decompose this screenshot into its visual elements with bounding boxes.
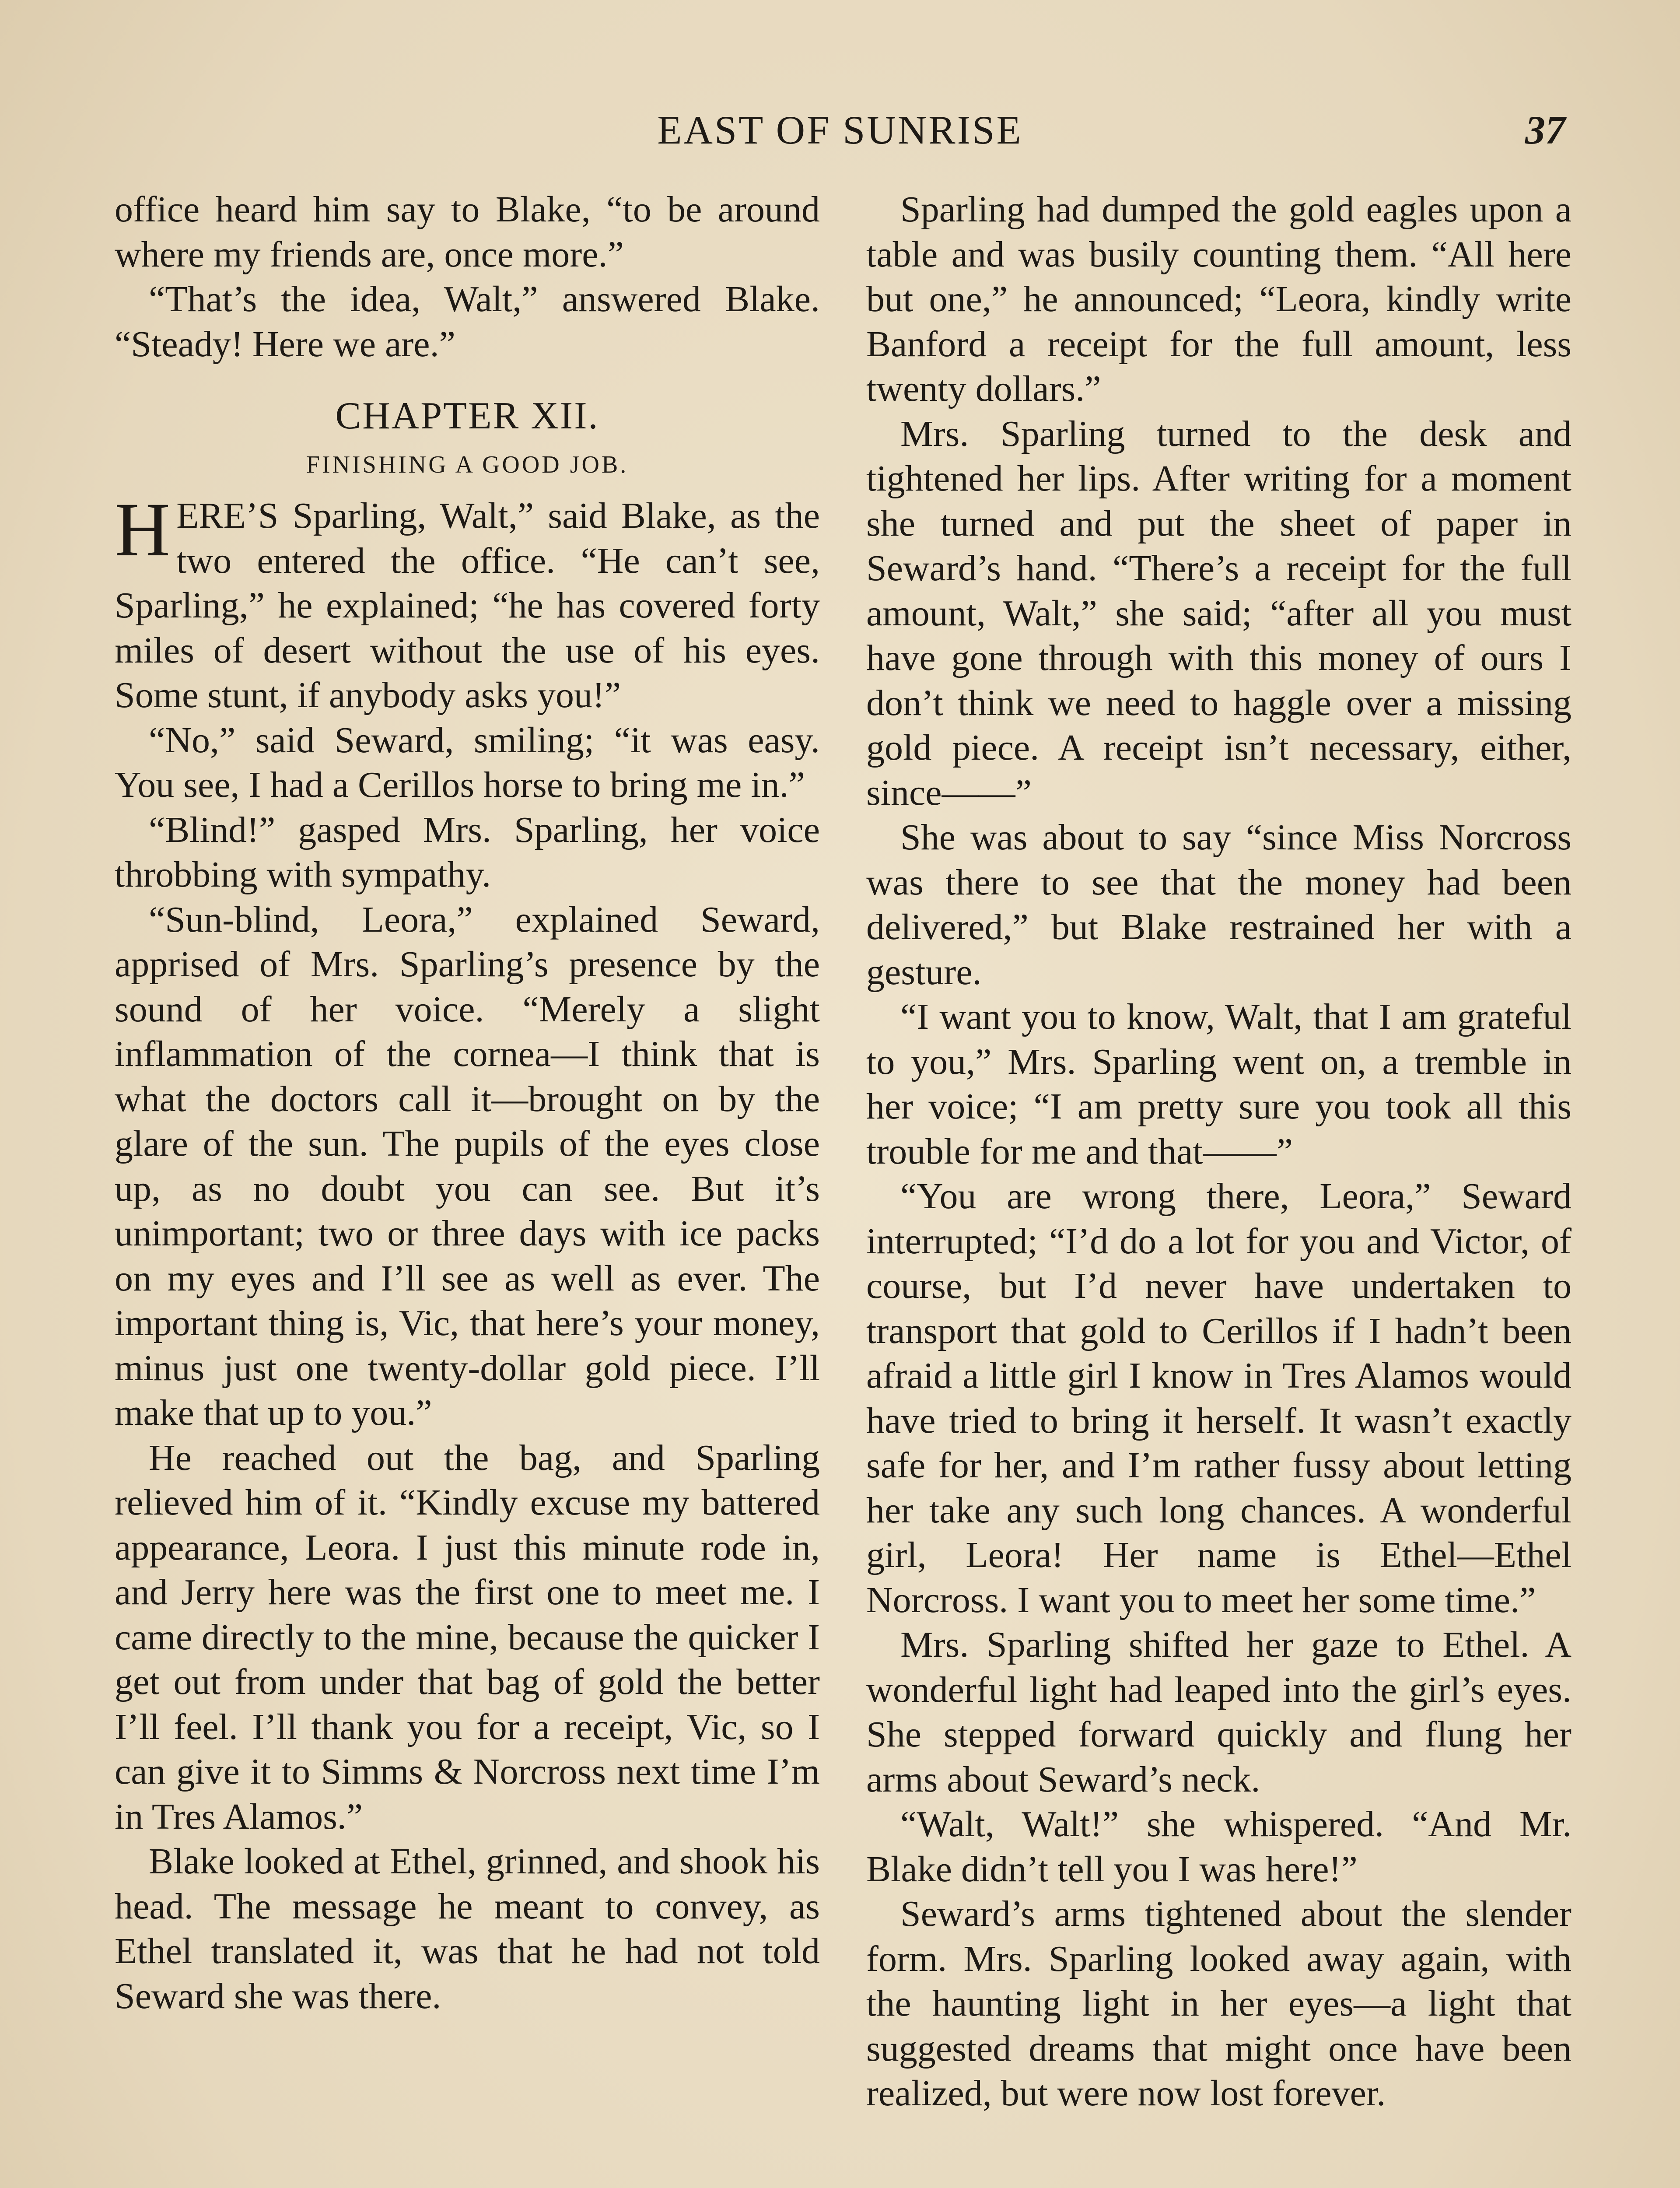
paragraph: Blake looked at Ethel, grinned, and shook his head. The message he meant to convey, as Ethel translated it, was that he had not told Seward she was there.	[115, 1841, 820, 2016]
paragraph: Sparling had dumped the gold eagles upon a table and was busily counting them. “All here but one,” he announced; “Leora, kindly write Banford a receipt for the full amount, less twenty dollars.”	[866, 189, 1572, 409]
drop-cap: H	[115, 487, 171, 572]
paragraph: “Sun-blind, Leora,” explained Seward, apprised of Mrs. Sparling’s presence by the sound of her voice. “Merely a slight inflammation of the cornea—I think that is what the doctors call it—brought on by the glare of the sun. The pupils of the eyes close up, as no doubt you can see. But it’s unimportant; two or three days with ice packs on my eyes and I’ll see as well as ever. The important thing is, Vic, that here’s your money, minus just one twenty-dollar gold piece. I’ll make that up to you.”	[115, 899, 820, 1433]
running-title: EAST OF SUNRISE	[657, 108, 1023, 152]
paragraph: office heard him say to Blake, “to be around where my friends are, once more.”	[115, 189, 820, 275]
chapter-subtitle: FINISHING A GOOD JOB.	[306, 451, 629, 478]
paragraph: Mrs. Sparling shifted her gaze to Ethel. A wonderful light had leaped into the girl’s eyes. She stepped forward quickly and flung her arms about Seward’s neck.	[866, 1624, 1572, 1800]
left-column	[115, 187, 820, 2019]
running-header	[0, 102, 1680, 158]
paragraph: “I want you to know, Walt, that I am grateful to you,” Mrs. Sparling went on, a tremble in her voice; “I am pretty sure you took all this trouble for me and that——”	[866, 996, 1572, 1172]
right-column	[866, 187, 1572, 2116]
paragraph: “You are wrong there, Leora,” Seward interrupted; “I’d do a lot for you and Victor, of course, but I’d never have undertaken to transport that gold to Cerillos if I hadn’t been afraid a little girl I know in Tres Alamos would have tried to bring it herself. It wasn’t exactly safe for her, and I’m rather fussy about letting her take any such long chances. A wonderful girl, Leora! Her name is Ethel—Ethel Norcross. I want you to meet her some time.”	[866, 1176, 1572, 1620]
paragraph: “That’s the idea, Walt,” answered Blake. “Steady! Here we are.”	[115, 279, 820, 365]
chapter-title: CHAPTER XII.	[335, 395, 599, 437]
paragraph: Seward’s arms tightened about the slender form. Mrs. Sparling looked away again, with the haunting light in her eyes—a light that suggested dreams that might once have been realized, but were now lost forever.	[866, 1893, 1572, 2114]
paragraph: He reached out the bag, and Sparling relieved him of it. “Kindly excuse my battered appearance, Leora. I just this minute rode in, and Jerry here was the first one to meet me. I came directly to the mine, because the quicker I get out from under that bag of gold the better I’ll feel. I’ll thank you for a receipt, Vic, so I can give it to Simms & Norcross next time I’m in Tres Alamos.”	[115, 1437, 820, 1837]
chapter-opening-paragraph	[115, 487, 820, 718]
paragraph: “Blind!” gasped Mrs. Sparling, her voice throbbing with sympathy.	[115, 809, 820, 895]
paragraph: She was about to say “since Miss Norcross was there to see that the money had been delivered,” but Blake restrained her with a gesture.	[866, 817, 1572, 992]
paragraph: Mrs. Sparling turned to the desk and tightened her lips. After writing for a moment she turned and put the sheet of paper in Seward’s hand. “There’s a receipt for the full amount, Walt,” she said; “after all you must have gone through with this money of ours I don’t think we need to haggle over a missing gold piece. A receipt isn’t necessary, either, since——”	[866, 413, 1572, 813]
paragraph: “Walt, Walt!” she whispered. “And Mr. Blake didn’t tell you I was here!”	[866, 1804, 1572, 1890]
opening-text: ERE’S Sparling, Walt,” said Blake, as the two entered the office. “He can’t see, Sparling,” he explained; “he has covered forty miles of desert without the use of his eyes. Some stunt, if anybody asks you!”	[115, 495, 820, 715]
page-number: 37	[1525, 108, 1565, 152]
paragraph: “No,” said Seward, smiling; “it was easy. You see, I had a Cerillos horse to bring me in.”	[115, 719, 820, 805]
